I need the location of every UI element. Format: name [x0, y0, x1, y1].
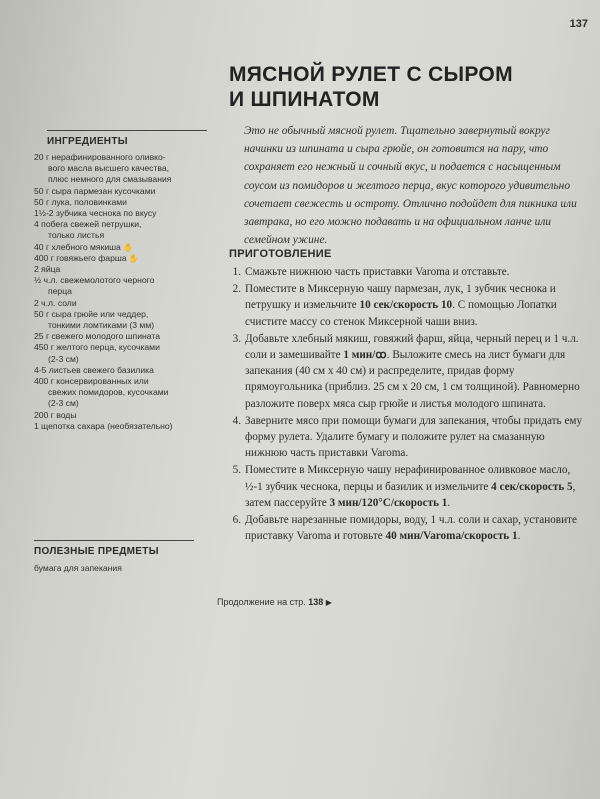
step-text-part: Поместите в Миксерную чашу нерафинированное оливковое масло, ½-1 зубчик чеснока, перцы и базилик и измельчите	[245, 464, 571, 493]
ingredient-text: 450 г желтого перца, кусочками	[34, 342, 160, 353]
ingredient-text: 400 г консервированных или	[34, 376, 149, 387]
ingredient-text: 2 ч.л. соли	[34, 297, 77, 308]
ingredient-item	[34, 365, 212, 376]
title-line-2: И ШПИНАТОМ	[229, 88, 380, 111]
preparation-steps	[224, 264, 584, 545]
step-text-part: Добавьте хлебный мякиш, говяжий фарш, яйца, черный перец и 1 ч.л. соли и замешивайте	[245, 332, 579, 362]
ingredient-text: 400 г говяжьего фарша	[34, 252, 127, 263]
ingredient-item	[34, 410, 212, 421]
ingredient-continuation: вого масла высшего качества,	[48, 163, 170, 174]
ingredient-text: ½ ч.л. свежемолотого черного	[34, 275, 155, 286]
preparation-step	[224, 413, 584, 462]
ingredient-text: 40 г хлебного мякиша	[34, 241, 121, 252]
step-number: 2.	[232, 283, 241, 296]
ingredient-text: 2 яйца	[34, 264, 61, 275]
ingredient-text: 25 г свежего молодого шпината	[34, 331, 160, 342]
ingredient-item	[34, 298, 212, 309]
tools-item: бумага для запекания	[34, 563, 122, 573]
ingredient-text: 200 г воды	[34, 409, 77, 420]
ingredient-text: 50 г сыра грюйе или чеддер,	[34, 308, 149, 319]
ingredient-text: 50 г лука, половинками	[34, 196, 127, 207]
step-text-part: .	[447, 496, 451, 509]
step-text	[245, 462, 584, 511]
ingredient-continuation: перца	[48, 286, 72, 297]
preparation-step	[224, 264, 584, 280]
step-text-part: Заверните мясо при помощи бумаги для запекания, чтобы придать ему форму рулета. Удалите бумагу и положите рулет на смазанную нижнюю часть приставки Varoma.	[245, 414, 583, 460]
step-text	[245, 512, 584, 544]
ingredient-item	[34, 219, 212, 241]
page-number: 137	[569, 18, 588, 30]
ingredient-text: 20 г нерафинированного оливко-	[34, 152, 166, 162]
intro-paragraph: Это не обычный мясной рулет. Тщательно завернутый вокруг начинки из шпината и сыра грюйе, он готовится на пару, что сохраняет его нежный и сочный вкус, и подается с насыщенным соусом из помидоров и желтого перца, вкус которого удивительно сочетает свежесть и остроту. Отлично подойдет для пикника или завтрака, но его можно подавать и на официальном ланче или семейном ужине.	[244, 125, 577, 247]
ingredient-item	[34, 264, 212, 275]
ingredient-item	[34, 331, 212, 342]
tools-heading: ПОЛЕЗНЫЕ ПРЕДМЕТЫ	[34, 540, 194, 557]
ingredients-heading: ИНГРЕДИЕНТЫ	[47, 130, 207, 147]
ingredient-item	[34, 186, 212, 197]
ingredients-list	[34, 152, 212, 432]
ingredient-text: 4-5 листьев свежего базилика	[34, 364, 154, 375]
ingredient-continuation: только листья	[48, 230, 105, 241]
step-text-part: Добавьте нарезанные помидоры, воду, 1 ч.л. соли и сахар, установите приставку Varoma и готовьте	[245, 514, 577, 543]
title-line-1: МЯСНОЙ РУЛЕТ С СЫРОМ	[229, 63, 513, 86]
step-setting: 10 сек/скорость 10	[359, 299, 453, 312]
preparation-step	[224, 331, 584, 412]
ingredient-text: 1 щепотка сахара (необязательно)	[34, 420, 173, 431]
step-text	[245, 331, 584, 412]
step-number: 5.	[232, 464, 241, 477]
recipe-title	[229, 62, 569, 112]
ingredient-item	[34, 242, 212, 253]
ingredient-item	[34, 275, 212, 297]
preparation-step	[224, 462, 584, 511]
step-text-part: Поместите в Миксерную чашу пармезан, лук, 1 зубчик чеснока и петрушку и измельчите	[245, 283, 556, 312]
hand-icon: ✋	[126, 253, 139, 263]
continuation-note	[217, 597, 332, 607]
ingredient-continuation: свежих помидоров, кусочками	[48, 387, 169, 398]
step-text-part: Смажьте нижнюю часть приставки Varoma и отставьте.	[245, 266, 510, 278]
step-setting: 3 мин/120°C/скорость 1	[329, 496, 448, 509]
preparation-heading: ПРИГОТОВЛЕНИЕ	[229, 248, 332, 260]
step-number: 4.	[232, 414, 241, 427]
step-text-part: , затем пассеруйте	[245, 480, 576, 509]
ingredient-continuation: (2-3 см)	[48, 353, 79, 364]
step-setting: 1 мин/ꝏ	[343, 349, 387, 362]
preparation-step	[224, 281, 584, 330]
step-setting: 40 мин/Varoma/скорость 1	[385, 530, 518, 543]
ingredient-item	[34, 309, 212, 331]
ingredient-item	[34, 152, 212, 186]
step-text	[245, 281, 584, 330]
step-text-part: . С помощью Лопатки счистите массу со стенок Миксерной чаши вниз.	[245, 299, 557, 328]
arrow-right-icon: ▶	[325, 598, 332, 607]
ingredient-text: 1½-2 зубчика чеснока по вкусу	[34, 208, 157, 219]
continuation-page: 138	[308, 597, 324, 607]
step-number: 6.	[232, 514, 241, 527]
ingredient-continuation: тонкими ломтиками (3 мм)	[48, 320, 155, 331]
ingredient-item	[34, 421, 212, 432]
ingredient-item	[34, 197, 212, 208]
step-text	[245, 413, 584, 462]
step-text	[245, 264, 584, 280]
ingredient-item	[34, 342, 212, 364]
ingredient-continuation: плюс немного для смазывания	[48, 174, 172, 185]
step-text-part: .	[517, 530, 521, 543]
hand-icon: ✋	[120, 242, 134, 252]
ingredient-text: 4 побега свежей петрушки,	[34, 219, 142, 230]
ingredient-continuation: (2-3 см)	[48, 398, 79, 409]
step-text-part: . Выложите смесь на лист бумаги для запекания (40 см x 40 см) и распределите, придав форму прямоугольника (приблиз. 25 см x 20 см, 1 см толщиной). Равномерно разложите поверх мяса сыр грюйе и листья молодого шпината.	[245, 349, 580, 410]
step-number: 3.	[232, 332, 241, 345]
ingredient-item	[34, 376, 212, 410]
continuation-text: Продолжение на стр.	[217, 597, 306, 607]
step-setting: 4 сек/скорость 5	[491, 480, 573, 493]
preparation-step	[224, 512, 584, 544]
ingredient-text: 50 г сыра пармезан кусочками	[34, 185, 156, 196]
ingredient-item	[34, 208, 212, 219]
ingredient-item	[34, 253, 212, 264]
step-number: 1.	[232, 266, 241, 278]
